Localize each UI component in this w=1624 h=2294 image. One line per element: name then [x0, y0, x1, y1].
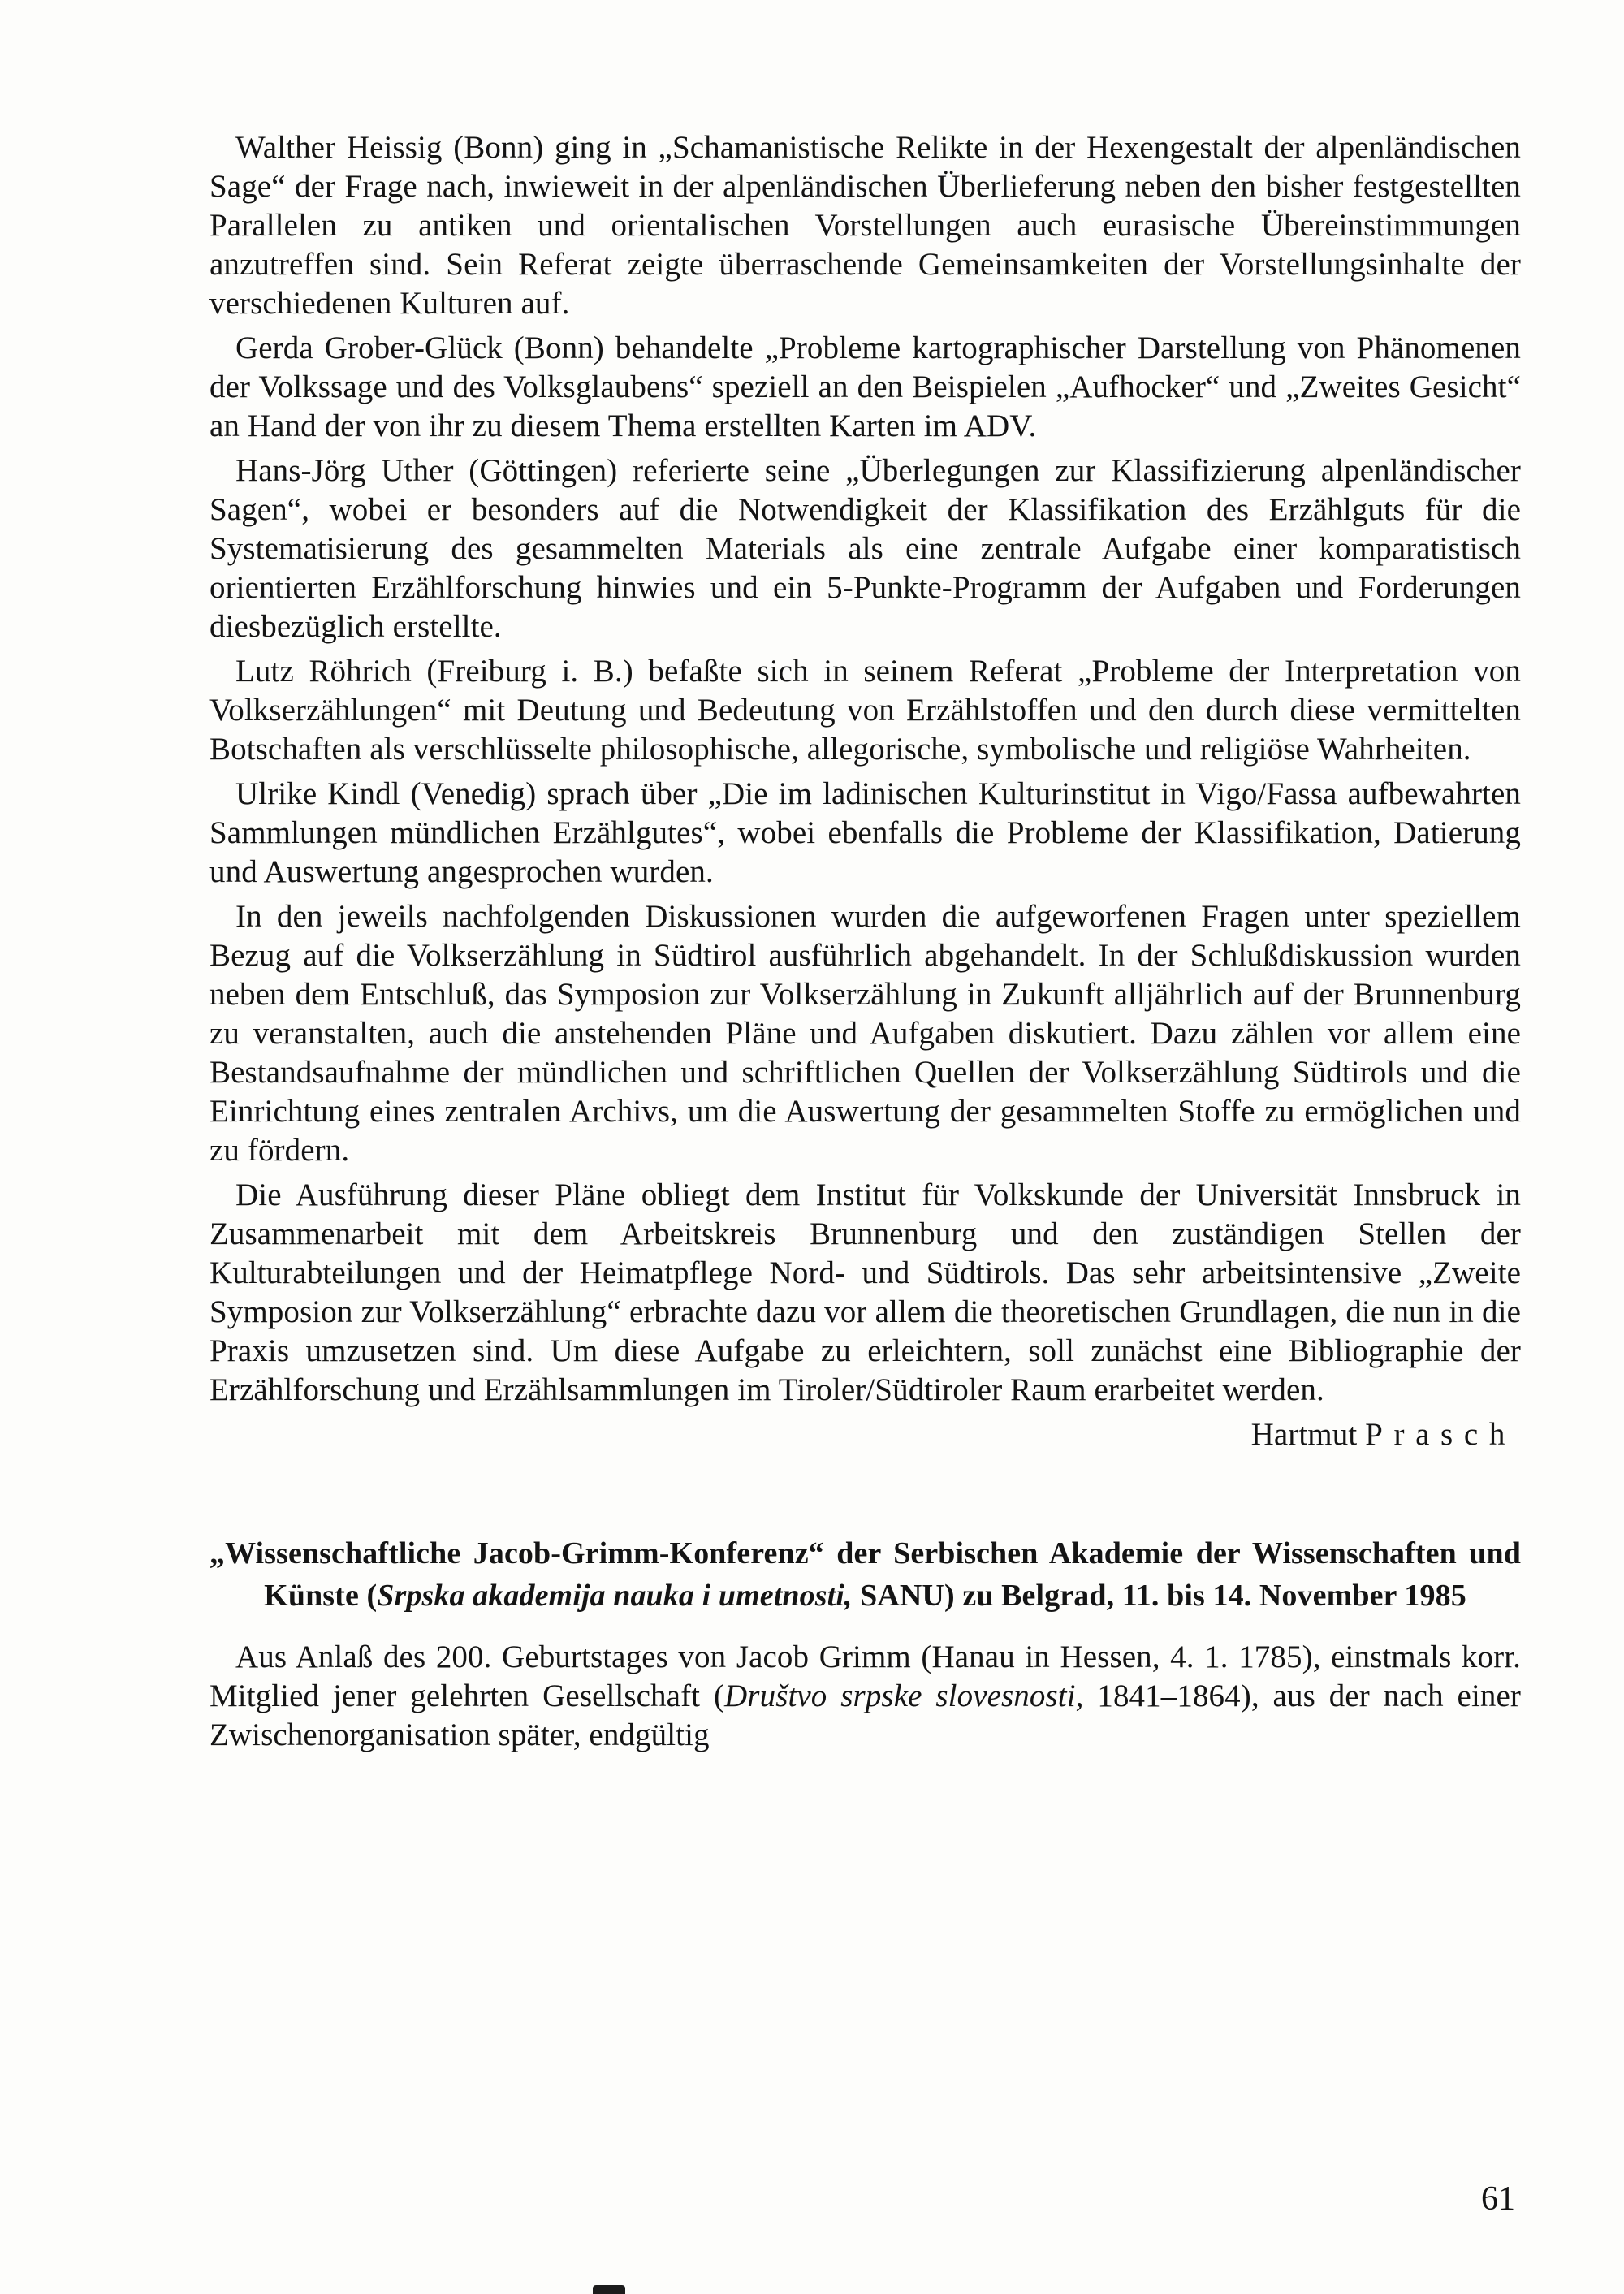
body-paragraph-ausfuehrung: Die Ausführung dieser Pläne obliegt dem Institut für Volkskunde der Universität Innsbruck in Zusammenarbeit mit dem Arbeitskreis Brunnenburg und den zuständigen Stellen der Kulturabteilungen und der Heimatpflege Nord- und Südtirols. Das sehr arbeitsintensive „Zweite Symposion zur Volkserzählung“ erbrachte dazu vor allem die theoretischen Grundlagen, die nun in die Praxis umzusetzen sind. Um diese Aufgabe zu erleichtern, soll zunächst eine Bibliographie der Erzählforschung und Erzählsammlungen im Tiroler/Südtiroler Raum erarbeitet werden.: [209, 1177, 1521, 1407]
author-signature: [209, 1415, 1521, 1454]
page-text-block: [209, 128, 1521, 1755]
section-intro-text-1: Aus Anlaß des 200. Geburtstages von Jacob Grimm (Hanau in Hessen, 4. 1. 1785), einstmals korr. Mitglied jener gelehrten Gesellschaft (: [209, 1639, 1521, 1713]
section-heading-italic: Srpska akademija nauka i umetnosti,: [377, 1579, 853, 1613]
section-intro-paragraph: [209, 1638, 1521, 1755]
body-paragraph-uther: Hans-Jörg Uther (Göttingen) referierte seine „Überlegungen zur Klassifizierung alpenländischer Sagen“, wobei er besonders auf die Notwendigkeit der Klassifikation des Erzählguts für die Systematisierung des gesammelten Materials als eine zentrale Aufgabe einer komparatistisch orientierten Erzählforschung hinwies und ein 5-Punkte-Programm der Aufgaben und Forderungen diesbezüglich erstellte.: [209, 453, 1521, 644]
body-paragraph-heissig: Walther Heissig (Bonn) ging in „Schamanistische Relikte in der Hexengestalt der alpenländischen Sage“ der Frage nach, inwieweit in der alpenländischen Überlieferung neben den bisher festgestellten Parallelen zu antiken und orientalischen Vorstellungen auch eurasische Übereinstimmungen anzutreffen sind. Sein Referat zeigte überraschende Gemeinsamkeiten der Vorstellungsinhalte der verschiedenen Kulturen auf.: [209, 130, 1521, 321]
scan-artifact: [593, 2285, 625, 2294]
section-intro-text-2: 1841–1864), aus der nach einer Zwischenorganisation später, endgültig: [209, 1678, 1521, 1752]
page-number: 61: [1481, 2180, 1515, 2218]
body-paragraph-roehrich: Lutz Röhrich (Freiburg i. B.) befaßte sich in seinem Referat „Probleme der Interpretation von Volkserzählungen“ mit Deutung und Bedeutung von Erzählstoffen und den durch diese vermittelten Botschaften als verschlüsselte philosophische, allegorische, symbolische und religiöse Wahrheiten.: [209, 654, 1521, 767]
section-heading-text-1: „Wissenschaftliche Jacob-Grimm-Konferenz“ der Serbischen Akademie der Wissenschaften und Künste (: [209, 1536, 1521, 1613]
section-heading: [209, 1532, 1521, 1617]
body-paragraph-grober-glueck: Gerda Grober-Glück (Bonn) behandelte „Probleme kartographischer Darstellung von Phänomenen der Volkssage und des Volksglaubens“ speziell an den Beispielen „Aufhocker“ und „Zweites Gesicht“ an Hand der von ihr zu diesem Thema erstellten Karten im ADV.: [209, 330, 1521, 443]
author-last-name: Prasch: [1365, 1417, 1516, 1452]
body-paragraph-diskussionen: In den jeweils nachfolgenden Diskussionen wurden die aufgeworfenen Fragen unter speziellem Bezug auf die Volkserzählung in Südtirol ausführlich abgehandelt. In der Schlußdiskussion wurden neben dem Entschluß, das Symposion zur Volkserzählung in Zukunft alljährlich auf der Brunnenburg zu veranstalten, auch die anstehenden Pläne und Aufgaben diskutiert. Dazu zählen vor allem eine Bestandsaufnahme der mündlichen und schriftlichen Quellen der Volkserzählung Südtirols und die Einrichtung eines zentralen Archivs, um die Auswertung der gesammelten Stoffe zu ermöglichen und zu fördern.: [209, 899, 1521, 1168]
author-first-name: Hartmut: [1250, 1417, 1366, 1452]
section-intro-italic: Društvo srpske slovesnosti,: [724, 1678, 1084, 1713]
section-heading-text-2: SANU) zu Belgrad, 11. bis 14. November 1985: [852, 1579, 1466, 1613]
body-paragraph-kindl: Ulrike Kindl (Venedig) sprach über „Die im ladinischen Kulturinstitut in Vigo/Fassa aufbewahrten Sammlungen mündlichen Erzählgutes“, wobei ebenfalls die Probleme der Klassifikation, Datierung und Auswertung angesprochen wurden.: [209, 776, 1521, 889]
conference-report-section: [209, 1532, 1521, 1755]
